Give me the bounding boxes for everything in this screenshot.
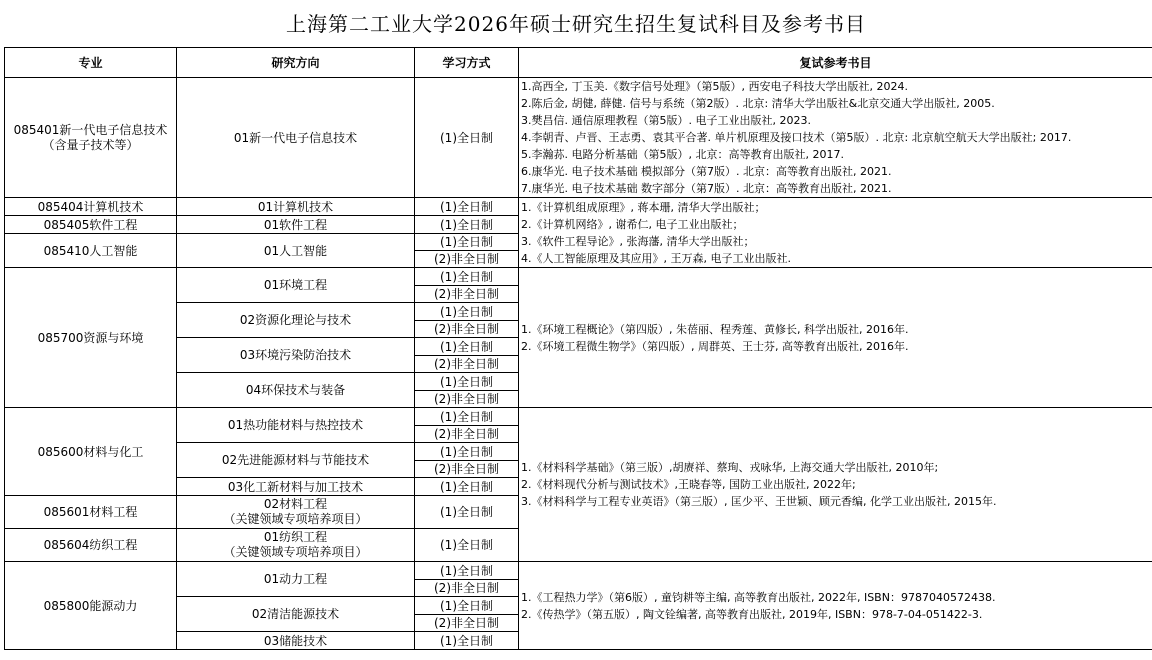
mode-cell: (1)全日制 bbox=[415, 78, 519, 198]
header-mode: 学习方式 bbox=[415, 48, 519, 78]
mode-cell: (2)非全日制 bbox=[415, 391, 519, 408]
direction-cell: 01纺织工程 （关键领域专项培养项目） bbox=[177, 529, 415, 562]
requirements-table bbox=[4, 47, 1152, 650]
mode-cell: (2)非全日制 bbox=[415, 580, 519, 597]
books-cell: 1.《环境工程概论》（第四版）, 朱蓓丽、程秀莲、黄修长, 科学出版社, 2016年. 2.《环境工程微生物学》（第四版）, 周群英、王士芬, 高等教育出版社, 2016年. bbox=[519, 268, 1152, 408]
mode-cell: (2)非全日制 bbox=[415, 321, 519, 338]
major-cell: 085410人工智能 bbox=[5, 234, 177, 268]
books-cell: 1.《计算机组成原理》, 蒋本珊, 清华大学出版社； 2.《计算机网络》, 谢希仁, 电子工业出版社； 3.《软件工程导论》, 张海藩, 清华大学出版社； 4.《人工智能原理及其应用》, 王万森, 电子工业出版社. bbox=[519, 198, 1152, 268]
direction-cell: 01新一代电子信息技术 bbox=[177, 78, 415, 198]
books-cell: 1.高西全, 丁玉美.《数字信号处理》（第5版）, 西安电子科技大学出版社, 2024. 2.陈后金, 胡健, 薛健. 信号与系统（第2版）. 北京: 清华大学出版社&北京交通大学出版社, 2005. 3.樊昌信. 通信原理教程（第5版）. 电子工业出版社, 2023. 4.李朝青、卢晋、王志勇、袁其平合著. 单片机原理及接口技术（第5版）. 北京: 北京航空航天大学出版社; 2017. 5.李瀚荪. 电路分析基础（第5版）, 北京：高等教育出版社, 2017. 6.康华光. 电子技术基础 模拟部分（第7版）. 北京：高等教育出版社, 2021. 7.康华光. 电子技术基础 数字部分（第7版）. 北京：高等教育出版社, 2021. bbox=[519, 78, 1152, 198]
direction-cell: 02资源化理论与技术 bbox=[177, 303, 415, 338]
direction-cell: 03化工新材料与加工技术 bbox=[177, 478, 415, 496]
direction-cell: 01计算机技术 bbox=[177, 198, 415, 216]
mode-cell: (1)全日制 bbox=[415, 216, 519, 234]
major-cell: 085404计算机技术 bbox=[5, 198, 177, 216]
mode-cell: (2)非全日制 bbox=[415, 286, 519, 303]
books-cell: 1.《工程热力学》（第6版）, 童钧耕等主编, 高等教育出版社, 2022年, ISBN：9787040572438. 2.《传热学》（第五版）, 陶文铨编著, 高等教育出版社, 2019年, ISBN：978-7-04-051422-3. bbox=[519, 562, 1152, 650]
mode-cell: (1)全日制 bbox=[415, 478, 519, 496]
mode-cell: (2)非全日制 bbox=[415, 426, 519, 443]
table-row bbox=[5, 562, 1152, 580]
direction-cell: 02清洁能源技术 bbox=[177, 597, 415, 632]
direction-cell: 02先进能源材料与节能技术 bbox=[177, 443, 415, 478]
direction-cell: 03储能技术 bbox=[177, 632, 415, 650]
mode-cell: (2)非全日制 bbox=[415, 461, 519, 478]
major-cell: 085700资源与环境 bbox=[5, 268, 177, 408]
mode-cell: (1)全日制 bbox=[415, 303, 519, 321]
header-books: 复试参考书目 bbox=[519, 48, 1152, 78]
mode-cell: (1)全日制 bbox=[415, 496, 519, 529]
header-row bbox=[5, 48, 1152, 78]
major-cell: 085800能源动力 bbox=[5, 562, 177, 650]
mode-cell: (1)全日制 bbox=[415, 597, 519, 615]
mode-cell: (1)全日制 bbox=[415, 234, 519, 251]
mode-cell: (1)全日制 bbox=[415, 408, 519, 426]
major-cell: 085401新一代电子信息技术 （含量子技术等） bbox=[5, 78, 177, 198]
direction-cell: 01环境工程 bbox=[177, 268, 415, 303]
direction-cell: 04环保技术与装备 bbox=[177, 373, 415, 408]
header-direction: 研究方向 bbox=[177, 48, 415, 78]
direction-cell: 01热功能材料与热控技术 bbox=[177, 408, 415, 443]
direction-cell: 03环境污染防治技术 bbox=[177, 338, 415, 373]
direction-cell: 01动力工程 bbox=[177, 562, 415, 597]
mode-cell: (1)全日制 bbox=[415, 268, 519, 286]
mode-cell: (1)全日制 bbox=[415, 338, 519, 356]
mode-cell: (1)全日制 bbox=[415, 562, 519, 580]
table-row bbox=[5, 198, 1152, 216]
mode-cell: (2)非全日制 bbox=[415, 356, 519, 373]
major-cell: 085604纺织工程 bbox=[5, 529, 177, 562]
mode-cell: (2)非全日制 bbox=[415, 615, 519, 632]
mode-cell: (1)全日制 bbox=[415, 443, 519, 461]
table-row bbox=[5, 78, 1152, 198]
header-major: 专业 bbox=[5, 48, 177, 78]
table-row bbox=[5, 268, 1152, 286]
direction-cell: 01软件工程 bbox=[177, 216, 415, 234]
direction-cell: 01人工智能 bbox=[177, 234, 415, 268]
major-cell: 085405软件工程 bbox=[5, 216, 177, 234]
mode-cell: (1)全日制 bbox=[415, 373, 519, 391]
direction-cell: 02材料工程 （关键领域专项培养项目） bbox=[177, 496, 415, 529]
table-row bbox=[5, 408, 1152, 426]
books-cell: 1.《材料科学基础》（第三版）,胡赓祥、蔡珣、戎咏华, 上海交通大学出版社, 2010年; 2.《材料现代分析与测试技术》,王晓春等, 国防工业出版社, 2022年; 3.《材料科学与工程专业英语》（第三版）, 匡少平、王世颖、顾元香编, 化学工业出版社, 2015年. bbox=[519, 408, 1152, 562]
major-cell: 085600材料与化工 bbox=[5, 408, 177, 496]
mode-cell: (2)非全日制 bbox=[415, 251, 519, 268]
page-title: 上海第二工业大学2026年硕士研究生招生复试科目及参考书目 bbox=[286, 12, 866, 36]
mode-cell: (1)全日制 bbox=[415, 198, 519, 216]
major-cell: 085601材料工程 bbox=[5, 496, 177, 529]
mode-cell: (1)全日制 bbox=[415, 529, 519, 562]
mode-cell: (1)全日制 bbox=[415, 632, 519, 650]
